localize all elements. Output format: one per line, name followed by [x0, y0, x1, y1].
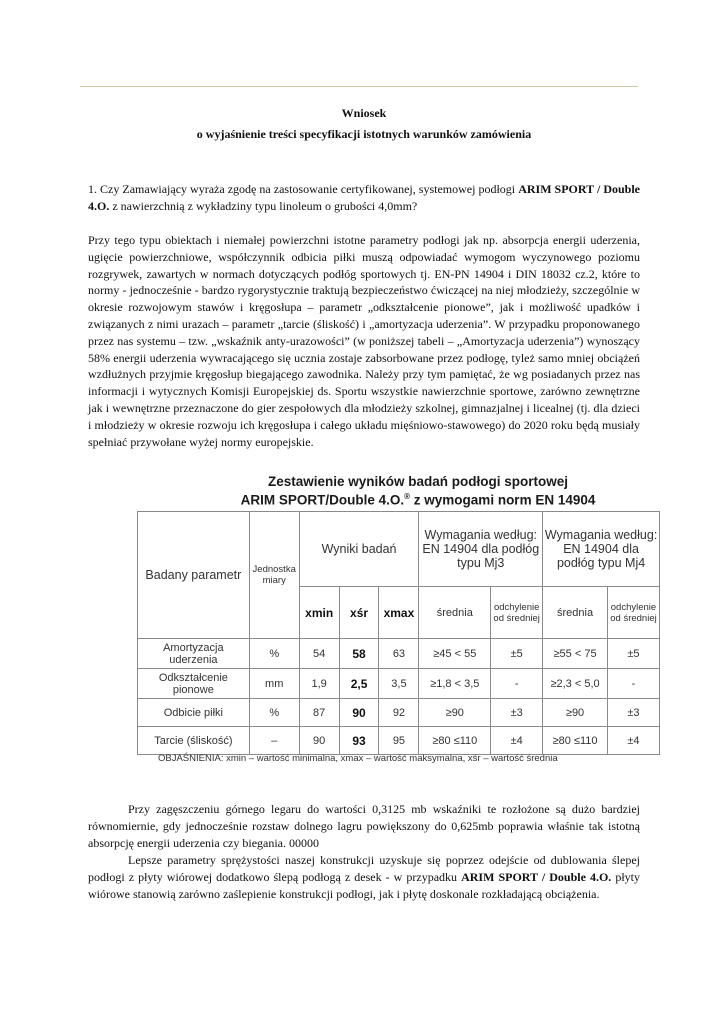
row-xmin: 87 — [299, 699, 339, 727]
row-mj3-dev: - — [491, 669, 543, 699]
document-title: Wniosek — [341, 106, 387, 120]
row-xmin: 1,9 — [299, 669, 339, 699]
row-param: Odkształcenie pionowe — [138, 669, 250, 699]
row-unit: – — [249, 727, 299, 755]
row-xsr: 90 — [339, 699, 379, 727]
row-xmax: 3,5 — [379, 669, 419, 699]
row-mj3-mean: ≥45 < 55 — [419, 639, 491, 669]
product-name: ARIM SPORT / Double 4.O. — [88, 182, 640, 213]
table-title: Zestawienie wyników badań podłogi sportowej — [267, 474, 569, 489]
paragraph-sprezystosc — [88, 852, 640, 902]
product-name-2: ARIM SPORT / Double 4.O. — [461, 869, 612, 884]
table-subtitle — [180, 492, 656, 508]
header-param: Badany parametr — [138, 512, 250, 639]
row-mj3-dev: ±5 — [491, 639, 543, 669]
header-mean-mj3: średnia — [419, 587, 491, 639]
header-xmin: xmin — [299, 587, 339, 639]
table-subtitle-norm: z wymogami norm EN 14904 — [410, 492, 596, 508]
row-xmax: 92 — [379, 699, 419, 727]
table-row — [138, 699, 660, 727]
row-param: Odbicie piłki — [138, 699, 250, 727]
row-xsr: 58 — [339, 639, 379, 669]
row-mj4-mean: ≥90 — [543, 699, 608, 727]
paragraph-legar: Przy zagęszczeniu górnego legaru do wartości 0,3125 mb wskaźniki te rozłożone są dużo bardziej równomiernie, gdy jednocześnie rozstaw dolnego lagru powiększony do 0,625mb poprawia właśnie tak istotną absorpcję energii uderzenia czy biegania. 00000 — [88, 802, 640, 850]
row-mj3-dev: ±3 — [491, 699, 543, 727]
row-xmin: 54 — [299, 639, 339, 669]
row-xmin: 90 — [299, 727, 339, 755]
question-text-a: 1. Czy Zamawiający wyraża zgodę na zastosowanie certyfikowanej, systemowej podłogi — [88, 182, 519, 196]
header-unit: Jednostka miary — [249, 512, 299, 639]
table-row — [138, 639, 660, 669]
row-unit: % — [249, 699, 299, 727]
row-xsr: 93 — [339, 727, 379, 755]
row-xmax: 95 — [379, 727, 419, 755]
question-paragraph — [88, 181, 640, 215]
row-mj3-mean: ≥90 — [419, 699, 491, 727]
document-subtitle: o wyjaśnienie treści specyfikacji istotnych warunków zamówienia — [196, 127, 532, 141]
argument-paragraph: Przy tego typu obiektach i niemałej powierzchni istotne parametry podłogi jak np. absorpcja energii uderzenia, ugięcie powierzchniowe, współczynnik odbicia piłki muszą odpowiadać wymogom wyczynowego poziomu rozgrywek, zawartych w normach dotyczących podłóg sportowych tj. EN-PN 14904 i DIN 18032 cz.2, które to normy - jednocześnie - bardzo rygorystycznie traktują bezpieczeństwo ćwiczącej na niej młodzieży, szczególnie w okresie rozwojowym stawów i kręgosłupa – parametr „odkształcenie pionowe”, jak i możliwość upadków i związanych z nimi urazach – parametr „tarcie (śliskość) i „amortyzacja uderzenia”. W przypadku proponowanego przez nas systemu – tzw. „wskaźnik anty-urazowości” (w poniższej tabeli – „Amortyzacja uderzenia”) wynoszący 58% energii uderzenia wywracającego się ucznia zostaje zabsorbowane przez podłogę, tyleż samo mniej obciążeń wzdłużnych przyjmie kręgosłup biegającego zawodnika. Należy przy tym pamiętać, że wg posiadanych przez nas informacji i wytycznych Komisji Europejskiej ds. Sportu wszystkie nawierzchnie sportowe, zarówno zewnętrzne jak i wewnętrzne przeznaczone do gier zespołowych dla młodzieży szkolnej, gimnazjalnej i licealnej (tj. dla dzieci i młodzieży w okresie rozwoju ich kręgosłupa i całego układu mięśniowo-stawowego) do 2020 roku będą musiały spełniać przywołane wyżej normy europejskie. — [88, 233, 640, 449]
table-note: OBJAŚNIENIA: xmin – wartość minimalna, xmax – wartość maksymalna, xśr – wartość średnia — [158, 753, 558, 764]
table-row — [138, 727, 660, 755]
header-dev-mj4: odchylenie od średniej — [607, 587, 659, 639]
para4-text-b: płyty wiórowe stanowią zarówno zaślepienie konstrukcji podłogi, jak i płytę doskonale rozkładającą obciążenia. — [88, 869, 640, 901]
row-mj4-dev: ±5 — [607, 639, 659, 669]
para4-text-a: Lepsze parametry sprężystości naszej konstrukcji uzyskuje się poprzez odejście od dublowania ślepej podłogi z płyty wiórowej dodatkowo ślepą podłogą z desek - w przypadku — [88, 853, 640, 884]
header-xmax: xmax — [379, 587, 419, 639]
row-mj4-dev: - — [607, 669, 659, 699]
table-row — [138, 669, 660, 699]
table-subtitle-product: ARIM SPORT/Double 4.O. — [240, 492, 405, 508]
row-mj4-dev: ±4 — [607, 727, 659, 755]
row-xsr: 2,5 — [339, 669, 379, 699]
row-mj4-mean: ≥2,3 < 5,0 — [543, 669, 608, 699]
header-dev-mj3: odchylenie od średniej — [491, 587, 543, 639]
results-table — [137, 511, 660, 755]
row-mj4-dev: ±3 — [607, 699, 659, 727]
header-rule — [80, 86, 638, 87]
header-req-mj4: Wymagania według: EN 14904 dla podłóg typu Mj4 — [543, 512, 660, 587]
header-results: Wyniki badań — [299, 512, 419, 587]
row-mj3-mean: ≥80 ≤110 — [419, 727, 491, 755]
row-param: Amortyzacja uderzenia — [138, 639, 250, 669]
header-req-mj3: Wymagania według: EN 14904 dla podłóg typu Mj3 — [419, 512, 543, 587]
row-param: Tarcie (śliskość) — [138, 727, 250, 755]
row-unit: mm — [249, 669, 299, 699]
registered-mark: ® — [404, 492, 411, 501]
row-mj4-mean: ≥80 ≤110 — [543, 727, 608, 755]
row-mj3-dev: ±4 — [491, 727, 543, 755]
row-mj4-mean: ≥55 < 75 — [543, 639, 608, 669]
row-xmax: 63 — [379, 639, 419, 669]
row-unit: % — [249, 639, 299, 669]
header-mean-mj4: średnia — [543, 587, 608, 639]
row-mj3-mean: ≥1,8 < 3,5 — [419, 669, 491, 699]
question-text-b: z nawierzchnią z wykładziny typu linoleum o grubości 4,0mm? — [109, 198, 418, 213]
header-xsr: xśr — [339, 587, 379, 639]
